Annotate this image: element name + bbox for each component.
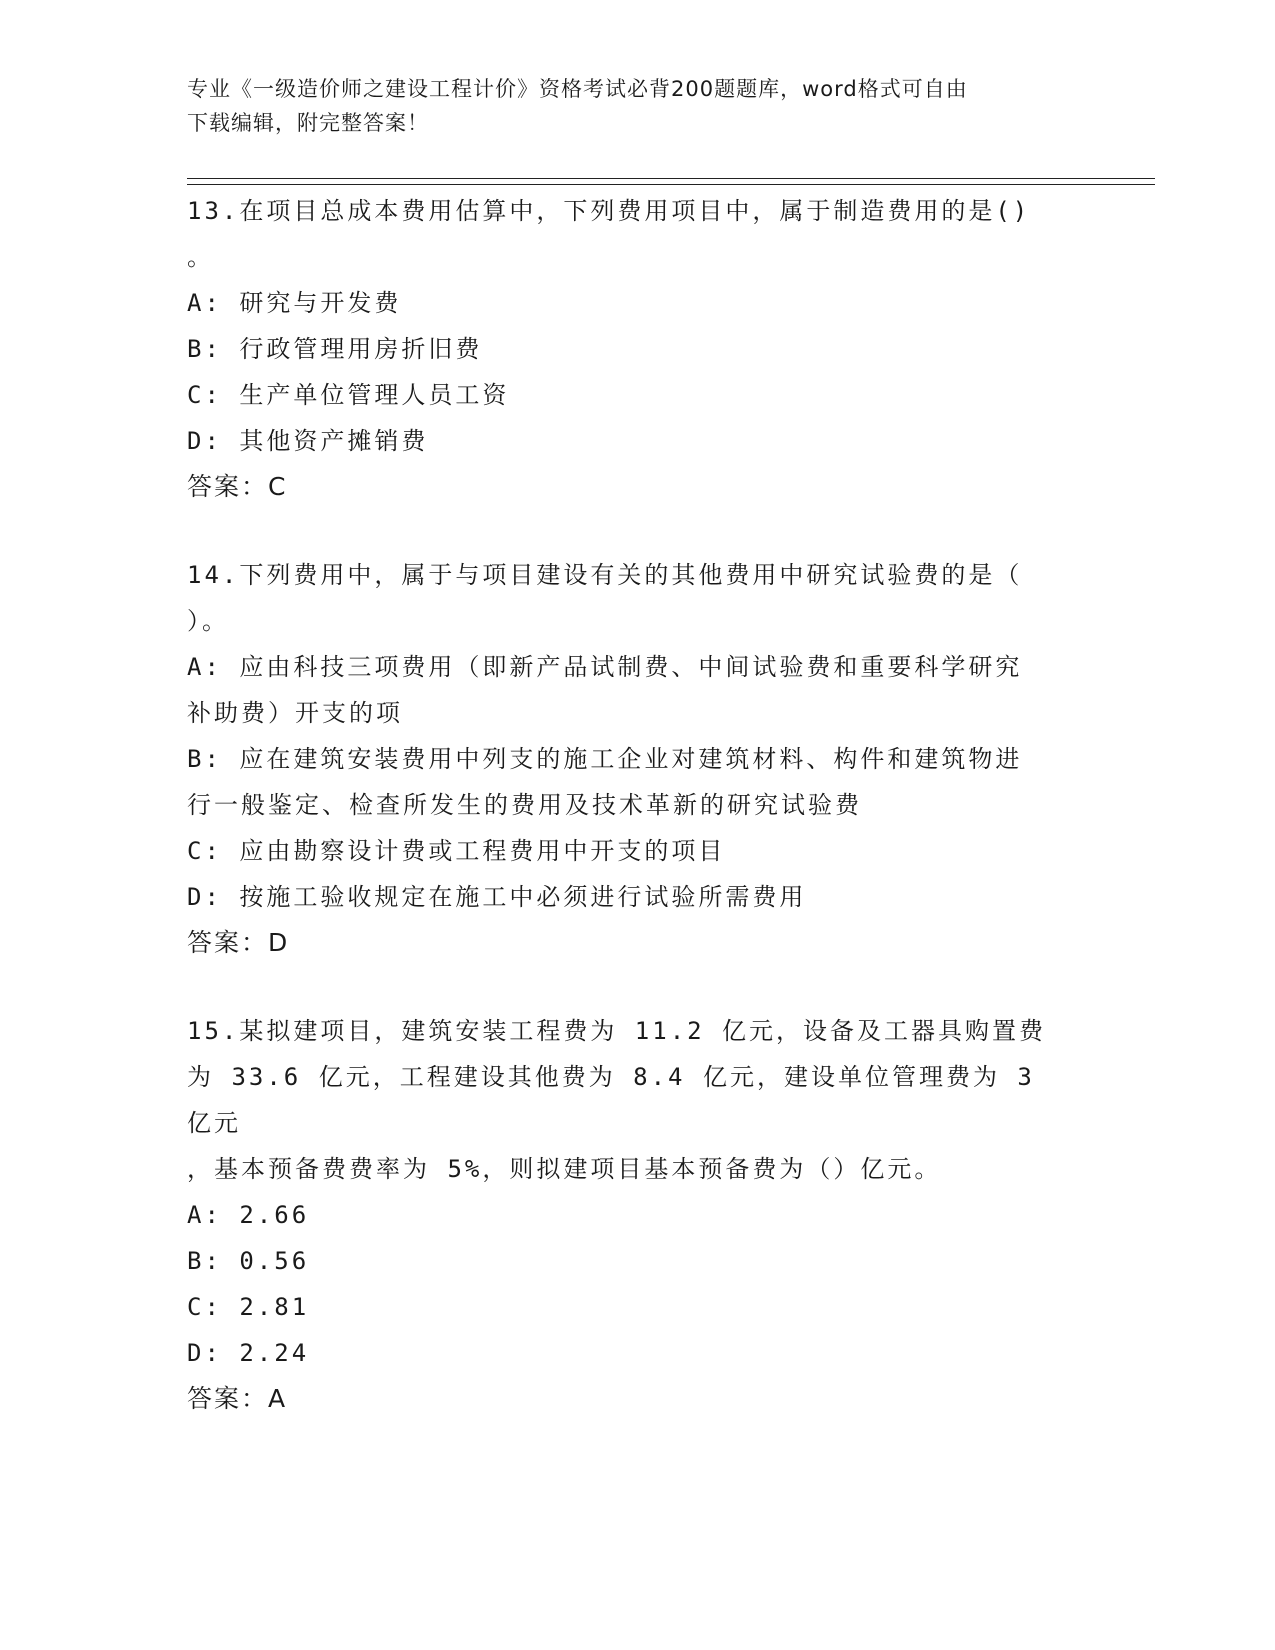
header-divider-bottom [187,184,1155,185]
option-b: B: 行政管理用房折旧费 [187,335,483,363]
header-line-2: 下载编辑，附完整答案！ [187,111,429,135]
option-c: C: 生产单位管理人员工资 [187,381,510,409]
question-15 [187,1008,1077,1422]
question-stem: 15.某拟建项目，建筑安装工程费为 11.2 亿元，设备及工器具购置费 [187,1017,1047,1045]
option-b-cont: 行一般鉴定、检查所发生的费用及技术革新的研究试验费 [187,791,862,819]
option-c: C: 2.81 [187,1293,310,1321]
option-a: A: 应由科技三项费用（即新产品试制费、中间试验费和重要科学研究 [187,653,1023,681]
question-stem-cont-2: ，基本预备费费率为 5%，则拟建项目基本预备费为（）亿元。 [187,1155,942,1183]
option-c: C: 应由勘察设计费或工程费用中开支的项目 [187,837,726,865]
question-stem-cont: 。 [187,243,214,271]
answer: 答案：C [187,472,288,501]
option-d: D: 按施工验收规定在施工中必须进行试验所需费用 [187,883,807,911]
answer: 答案：A [187,1384,288,1413]
question-stem-cont: ）。 [187,607,229,635]
option-b: B: 0.56 [187,1247,310,1275]
header-line-1: 专业《一级造价师之建设工程计价》资格考试必背200题题库，word格式可自由 [187,77,968,101]
answer: 答案：D [187,928,290,957]
question-stem: 13.在项目总成本费用估算中，下列费用项目中，属于制造费用的是() [187,197,1031,225]
question-stem-cont: 为 33.6 亿元，工程建设其他费为 8.4 亿元，建设单位管理费为 3 亿元 [187,1063,1035,1137]
question-13 [187,188,1077,510]
header-divider-top [187,178,1155,179]
option-a: A: 2.66 [187,1201,310,1229]
option-a: A: 研究与开发费 [187,289,402,317]
question-list [187,188,1077,1464]
option-a-cont: 补助费）开支的项 [187,699,403,727]
question-14 [187,552,1077,966]
option-b: B: 应在建筑安装费用中列支的施工企业对建筑材料、构件和建筑物进 [187,745,1023,773]
option-d: D: 其他资产摊销费 [187,427,429,455]
document-header [187,72,1067,140]
question-stem: 14.下列费用中，属于与项目建设有关的其他费用中研究试验费的是（ [187,561,1023,589]
option-d: D: 2.24 [187,1339,310,1367]
